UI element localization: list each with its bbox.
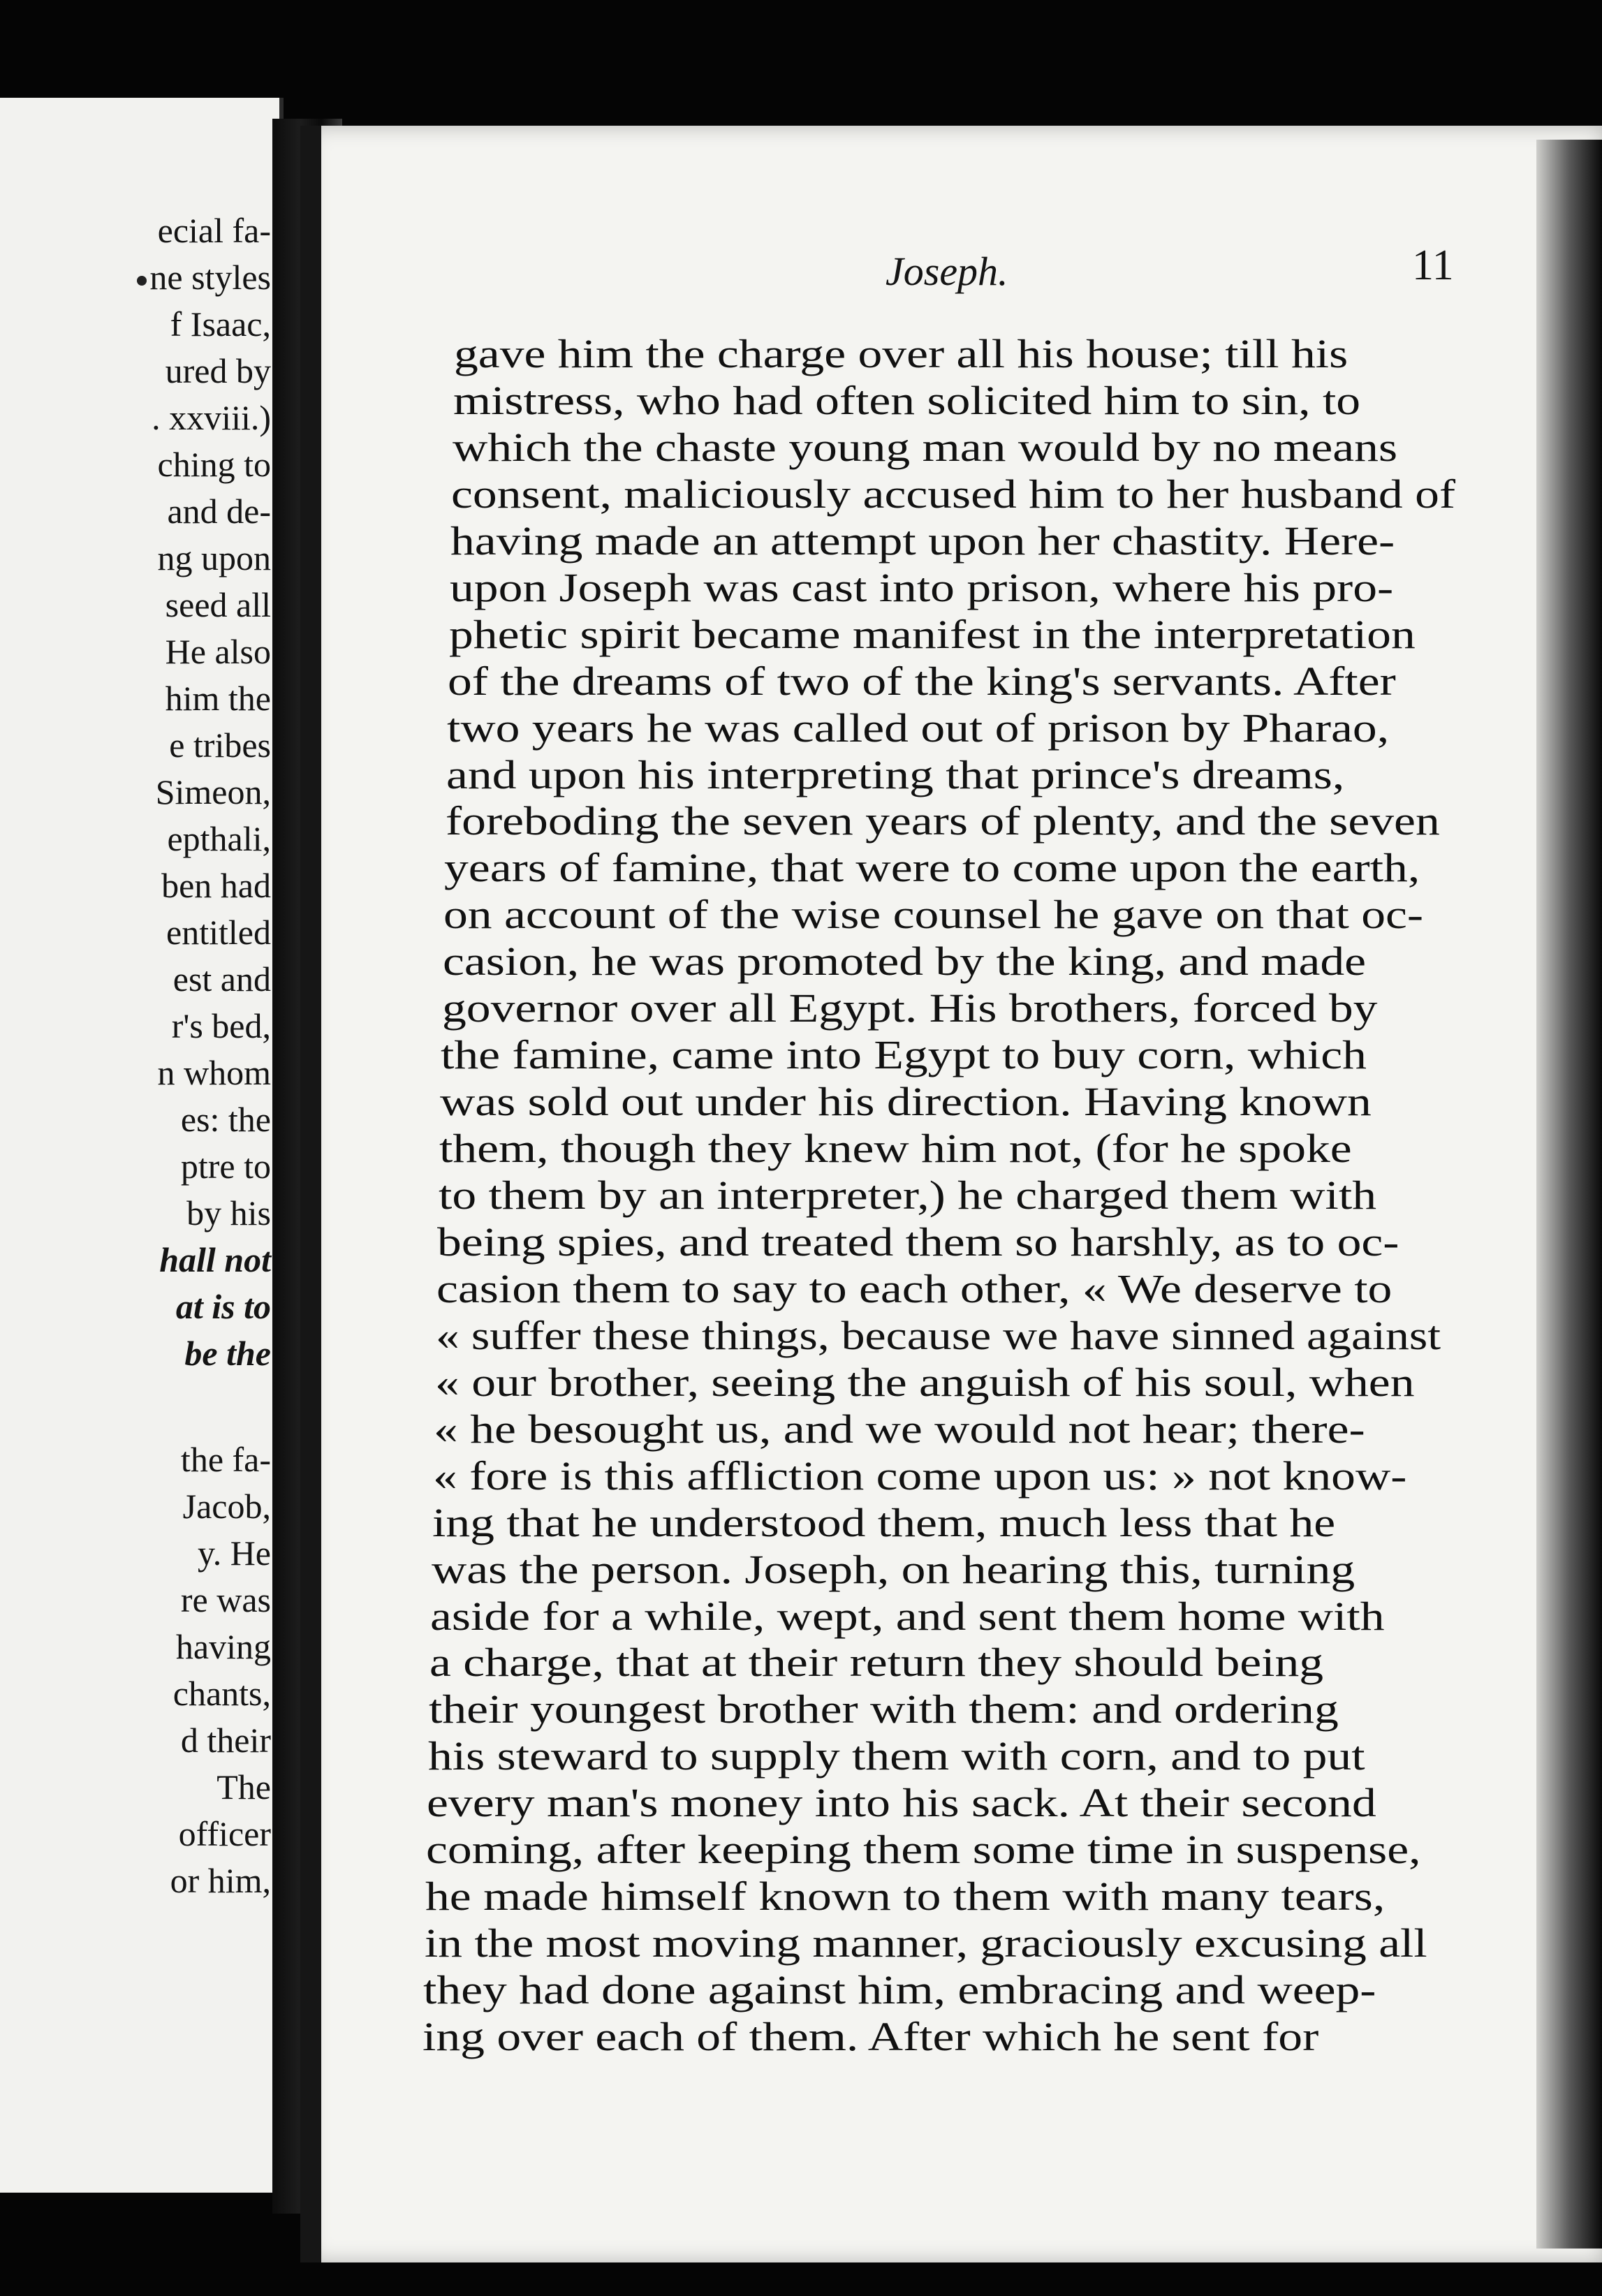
facing-page-line: ching to bbox=[157, 445, 271, 484]
body-line: which the chaste young man would by no means bbox=[452, 424, 1397, 470]
body-line: « fore is this affliction come upon us: » not know- bbox=[433, 1452, 1407, 1499]
body-line: every man's money into his sack. At their second bbox=[427, 1780, 1377, 1826]
facing-page-line: officer bbox=[178, 1814, 271, 1853]
facing-page-line: . xxviii.) bbox=[152, 398, 271, 437]
facing-page-line: Jacob, bbox=[182, 1487, 271, 1526]
facing-page-line: ured by bbox=[165, 351, 271, 390]
body-line: « suffer these things, because we have sinned against bbox=[435, 1312, 1441, 1358]
body-line: his steward to supply them with corn, and to put bbox=[427, 1733, 1365, 1779]
facing-page-line: d their bbox=[180, 1721, 271, 1760]
page-number: 11 bbox=[1412, 242, 1454, 289]
facing-page-line: ne styles bbox=[149, 258, 271, 297]
body-line: the famine, came into Egypt to buy corn, which bbox=[441, 1032, 1367, 1078]
body-line: foreboding the seven years of plenty, and the seven bbox=[445, 798, 1440, 844]
facing-page-line: Simeon, bbox=[155, 772, 271, 811]
body-line: a charge, that at their return they should being bbox=[429, 1640, 1324, 1686]
facing-page-line: r's bed, bbox=[171, 1006, 271, 1045]
facing-page-line: n whom bbox=[157, 1053, 271, 1092]
body-line: in the most moving manner, graciously excusing all bbox=[424, 1920, 1427, 1966]
body-line: their youngest brother with them: and ordering bbox=[428, 1686, 1339, 1732]
facing-page-line: est and bbox=[172, 959, 271, 999]
body-line: on account of the wise counsel he gave on that oc- bbox=[443, 892, 1424, 938]
facing-page bbox=[0, 98, 284, 2193]
body-line: he made himself known to them with many tears, bbox=[425, 1874, 1386, 1920]
facing-page-line: es: the bbox=[180, 1100, 271, 1139]
facing-page-line: The bbox=[216, 1767, 271, 1806]
body-line: upon Joseph was cast into prison, where his pro- bbox=[449, 564, 1393, 610]
body-line: ing over each of them. After which he sent for bbox=[422, 2014, 1319, 2059]
body-line: coming, after keeping them some time in suspense, bbox=[426, 1827, 1421, 1873]
body-line: governor over all Egypt. His brothers, forced by bbox=[441, 985, 1377, 1031]
facing-page-line: re was bbox=[180, 1580, 271, 1619]
body-line: aside for a while, wept, and sent them home with bbox=[430, 1593, 1385, 1639]
facing-page-line: seed all bbox=[165, 585, 271, 624]
facing-page-line: chants, bbox=[172, 1674, 271, 1713]
facing-page-line: having bbox=[175, 1627, 271, 1666]
running-head: Joseph. bbox=[885, 249, 1008, 294]
facing-page-line: epthali, bbox=[167, 819, 271, 858]
body-line: casion them to say to each other, « We deserve to bbox=[436, 1265, 1392, 1311]
facing-page-line: f Isaac, bbox=[170, 304, 271, 344]
body-line: « our brother, seeing the anguish of his soul, when bbox=[434, 1359, 1415, 1405]
facing-page-line: hall not bbox=[159, 1240, 271, 1279]
facing-page-line: ptre to bbox=[180, 1147, 271, 1186]
facing-page-line: ecial fa- bbox=[157, 211, 271, 250]
facing-page-line: at is to bbox=[175, 1287, 271, 1326]
body-line: phetic spirit became manifest in the interpretation bbox=[448, 611, 1416, 657]
body-line: and upon his interpreting that prince's dreams, bbox=[446, 751, 1345, 797]
body-line: of the dreams of two of the king's servants. After bbox=[448, 658, 1397, 704]
body-line: being spies, and treated them so harshly, as to oc- bbox=[437, 1219, 1399, 1265]
facing-page-line: or him, bbox=[170, 1861, 271, 1900]
facing-page-line: him the bbox=[165, 679, 271, 718]
facing-page-line: and de- bbox=[167, 492, 271, 531]
facing-page-line: He also bbox=[165, 632, 271, 671]
facing-page-line: ben had bbox=[161, 866, 271, 905]
body-line: two years he was called out of prison by Pharao, bbox=[447, 705, 1390, 751]
body-line: them, though they knew him not, (for he spoke bbox=[439, 1126, 1352, 1172]
facing-page-line: ng upon bbox=[157, 538, 271, 577]
facing-page-line: by his bbox=[186, 1193, 271, 1232]
page-edge bbox=[1536, 140, 1602, 2249]
body-line: was the person. Joseph, on hearing this, turning bbox=[431, 1546, 1355, 1592]
body-line: gave him the charge over all his house; till his bbox=[454, 331, 1349, 376]
body-line: to them by an interpreter,) he charged them with bbox=[438, 1172, 1376, 1218]
body-line: consent, maliciously accused him to her husband of bbox=[451, 471, 1456, 517]
body-line: ing that he understood them, much less that he bbox=[432, 1499, 1335, 1545]
facing-page-line: be the bbox=[184, 1334, 271, 1373]
body-line: was sold out under his direction. Having known bbox=[440, 1079, 1372, 1125]
body-line: they had done against him, embracing and weep- bbox=[423, 1967, 1376, 2013]
body-line: casion, he was promoted by the king, and made bbox=[442, 939, 1366, 985]
body-line: « he besought us, and we would not hear; there- bbox=[434, 1406, 1365, 1452]
facing-page-line: y. He bbox=[197, 1533, 271, 1573]
body-line: having made an attempt upon her chastity. Here- bbox=[450, 517, 1395, 564]
facing-page-line: e tribes bbox=[169, 726, 271, 765]
facing-page-line: the fa- bbox=[180, 1440, 271, 1479]
body-line: mistress, who had often solicited him to sin, to bbox=[453, 377, 1360, 423]
ink-dot bbox=[137, 276, 147, 286]
facing-page-line: entitled bbox=[166, 913, 271, 952]
body-line: years of famine, that were to come upon the earth, bbox=[444, 845, 1420, 891]
